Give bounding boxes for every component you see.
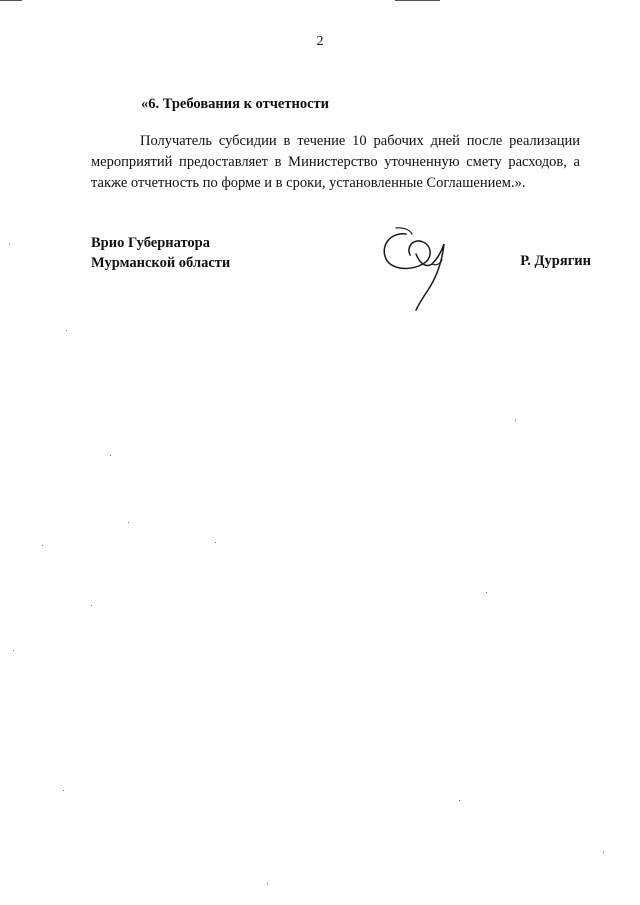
scan-mark-right [395, 0, 440, 1]
scan-speck [215, 542, 216, 543]
scan-speck [603, 852, 604, 853]
signer-name: Р. Дурягин [520, 253, 591, 269]
signer-title-line2: Мурманской области [91, 255, 231, 271]
scan-speck [13, 650, 14, 651]
body-paragraph: Получатель субсидии в течение 10 рабочих дней после реализации мероприятий предоставляет в Министерство уточненную смету расходов, а также отчетность по форме и в сроки, установленные Соглашением.». [91, 133, 580, 191]
scan-speck [515, 420, 516, 421]
scan-speck [110, 455, 111, 456]
signer-block [91, 233, 230, 273]
page-number: 2 [316, 34, 324, 49]
scan-mark-left [0, 0, 22, 1]
scan-speck [91, 605, 92, 606]
scan-speck [9, 244, 10, 245]
handwritten-signature [376, 224, 462, 312]
scan-speck [459, 800, 460, 801]
scan-speck [63, 790, 64, 791]
scan-speck [486, 592, 487, 593]
signer-title-line1: Врио Губернатора [91, 235, 210, 251]
scan-speck [42, 545, 43, 546]
scan-speck [128, 522, 129, 523]
scan-speck [66, 330, 67, 331]
scan-speck [267, 883, 268, 884]
section-heading: «6. Требования к отчетности [141, 96, 329, 112]
